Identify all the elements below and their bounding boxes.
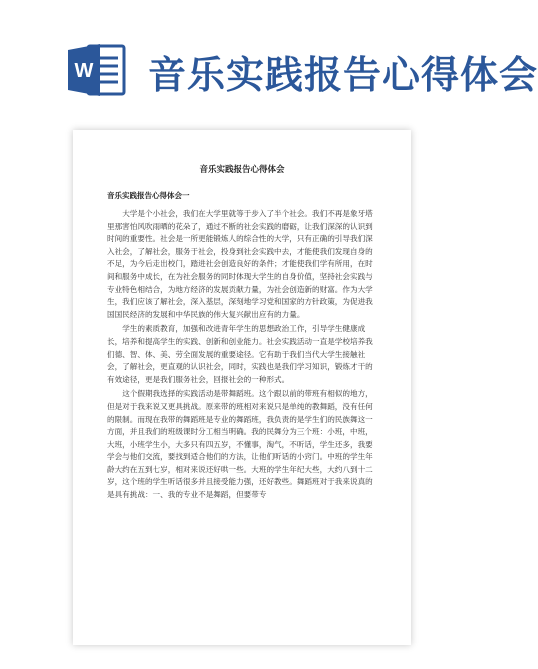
word-document-icon [66, 40, 128, 100]
word-icon-letter: W [74, 60, 94, 82]
document-banner [0, 0, 538, 130]
document-title: 音乐实践报告心得体会 [199, 165, 285, 175]
paragraph: 学生的素质教育，加强和改进青年学生的思想政治工作，引导学生健康成长，培养和提高学生的实践、创新和创业能力。社会实践活动一直是学校培养我们德、智、体、美、劳全面发展的重要途径。它有助于我们当代大学生接触社会，了解社会，更直观的认识社会，同时，实践也是我们学习知识，锻炼才干的有效途径，更是我们服务社会，回报社会的一种形式。 [107, 324, 373, 384]
section-heading: 音乐实践报告心得体会一 [107, 191, 190, 200]
document-body [107, 208, 377, 504]
banner-title: 音乐实践报告心得体会 [148, 53, 538, 97]
paragraph: 大学是个小社会，我们在大学里就等于步入了半个社会。我们不再是象牙塔里那害怕风吹雨晒的花朵了，通过不断的社会实践的磨砺，让我们深深的认识到时间的重要性。社会是一所更能锻炼人的综合性的大学，只有正确的引导我们深入社会，了解社会，服务于社会，投身到社会实践中去，才能使我们发现自身的不足，为今后走出校门，踏进社会创造良好的条件；才能使我们学有所用，在时间和服务中成长，在为社会服务的同时体现大学生的自身价值，坚持社会实践与专业特色相结合，为地方经济的发展贡献力量，为社会创造新的财富。作为大学生，我们应该了解社会，深入基层，深刻地学习党和国家的方针政策，为促进我国国民经济的发展和中华民族的伟大复兴献出应有的力量。 [107, 209, 373, 319]
document-page [73, 130, 411, 645]
paragraph: 这个假期我选择的实践活动是带舞蹈班。这个跟以前的带班有相似的地方，但是对于我来说又更具挑战。原来带的班相对来说只是单纯的教舞蹈，没有任何的限制。而现在我带的舞蹈班是专业的舞蹈班，我负责的是学生们的民族舞这一方面，并且我们的班级课时分工相当明确。我的民舞分为三个班：小班，中班，大班，小班学生小，大多只有四五岁，不懂事，淘气，不听话，学生还多，我要学会与他们交流，要找到适合他们的方法，让他们听话的小窍门。中班的学生年龄大约在五到七岁，相对来说还好哄一些。大班的学生年纪大些，大约八到十二岁，这个班的学生听话很多并且接受能力强，还好教些。舞蹈班对于我来说真的是具有挑战：一、我的专业不是舞蹈，但要带专 [107, 389, 373, 500]
